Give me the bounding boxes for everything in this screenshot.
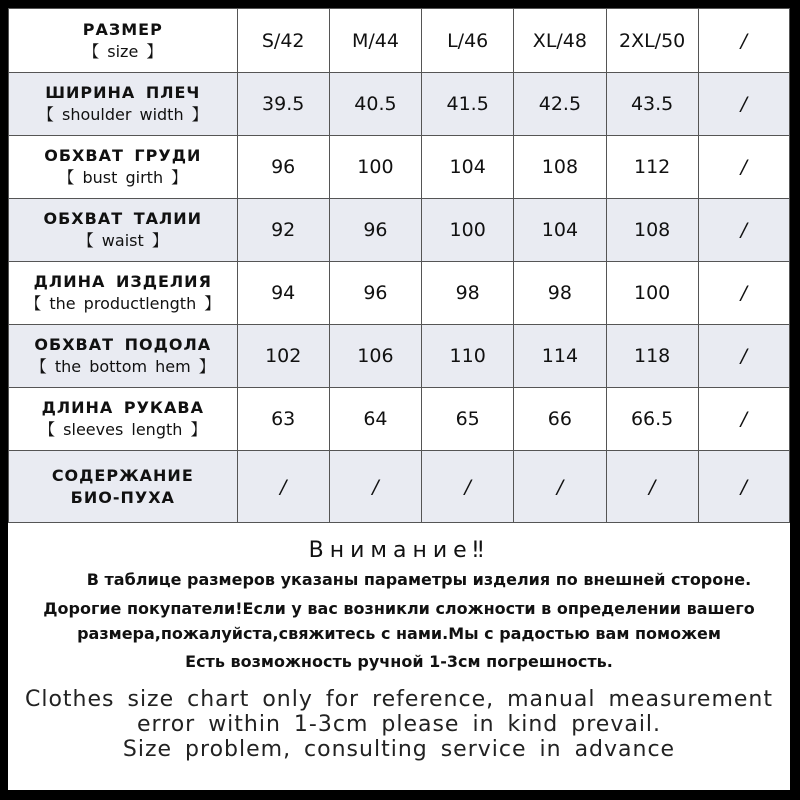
row-label-ru: СОДЕРЖАНИЕ: [51, 465, 194, 485]
table-header-row: [9, 9, 790, 73]
table-row: [9, 136, 790, 199]
row-label-ru: ДЛИНА ИЗДЕЛИЯ: [33, 272, 212, 291]
table-cell: 92: [237, 199, 329, 262]
size-chart-frame: [8, 8, 790, 790]
table-cell: 96: [329, 199, 421, 262]
table-cell: /: [698, 136, 789, 199]
table-cell: /: [237, 451, 329, 523]
header-label-en: 【 size 】: [83, 41, 163, 61]
table-cell: /: [514, 451, 606, 523]
table-cell: /: [329, 451, 421, 523]
table-cell: 100: [329, 136, 421, 199]
row-label-ru: ШИРИНА ПЛЕЧ: [45, 83, 201, 102]
table-cell: 41.5: [422, 73, 514, 136]
header-size-cell: M/44: [329, 9, 421, 73]
table-cell: 39.5: [237, 73, 329, 136]
notice-ru-line: Есть возможность ручной 1-3см погрешность.: [185, 652, 613, 671]
row-label-en: 【 bust girth 】: [58, 168, 188, 187]
table-cell: 108: [606, 199, 698, 262]
table-cell: 104: [422, 136, 514, 199]
table-cell: 42.5: [514, 73, 606, 136]
table-row: [9, 73, 790, 136]
table-cell: 66.5: [606, 388, 698, 451]
table-cell: 98: [422, 262, 514, 325]
row-label-en: 【 shoulder width 】: [37, 105, 208, 124]
table-cell: 65: [422, 388, 514, 451]
row-label-cell: [9, 325, 238, 388]
row-label-en: 【 sleeves length 】: [39, 420, 207, 439]
table-cell: 108: [514, 136, 606, 199]
table-cell: /: [698, 199, 789, 262]
header-size-cell: XL/48: [514, 9, 606, 73]
header-size-cell: L/46: [422, 9, 514, 73]
table-cell: 94: [237, 262, 329, 325]
table-cell: 102: [237, 325, 329, 388]
row-label-cell: [9, 73, 238, 136]
size-table: [8, 8, 790, 523]
table-cell: 63: [237, 388, 329, 451]
notice-en-line: error within 1-3cm please in kind prevail.: [136, 712, 662, 737]
table-cell: 118: [606, 325, 698, 388]
row-label-en: 【 waist 】: [77, 231, 168, 250]
header-label-ru: РАЗМЕР: [82, 19, 163, 39]
table-cell: 96: [237, 136, 329, 199]
row-label-ru: ДЛИНА РУКАВА: [41, 398, 204, 417]
row-label-cell: [9, 199, 238, 262]
row-label-cell: [9, 136, 238, 199]
table-cell: /: [698, 451, 789, 523]
table-cell: /: [698, 262, 789, 325]
notice-ru-line: В таблице размеров указаны параметры изделия по внешней стороне.: [86, 570, 752, 589]
table-cell: 43.5: [606, 73, 698, 136]
row-label-en: 【 the bottom hem 】: [30, 357, 215, 376]
header-label-cell: [9, 9, 238, 73]
row-label-cell: [9, 262, 238, 325]
table-cell: 110: [422, 325, 514, 388]
table-cell: 112: [606, 136, 698, 199]
table-cell: 106: [329, 325, 421, 388]
row-label-ru: ОБХВАТ ПОДОЛА: [34, 335, 212, 354]
table-cell: 98: [514, 262, 606, 325]
table-row: [9, 325, 790, 388]
row-label-en: 【 the productlength 】: [25, 294, 221, 313]
header-size-cell: S/42: [237, 9, 329, 73]
header-size-cell: /: [698, 9, 789, 73]
table-cell: /: [698, 388, 789, 451]
table-cell: 114: [514, 325, 606, 388]
row-label-cell: [9, 451, 238, 523]
table-cell: 40.5: [329, 73, 421, 136]
table-cell: /: [698, 73, 789, 136]
notice-ru-line: размера,пожалуйста,свяжитесь с нами.Мы с радостью вам поможем: [77, 624, 721, 643]
table-row: [9, 388, 790, 451]
table-cell: 104: [514, 199, 606, 262]
table-cell: 66: [514, 388, 606, 451]
row-label-cell: [9, 388, 238, 451]
table-row: [9, 262, 790, 325]
table-cell: /: [422, 451, 514, 523]
notice-en-line: Clothes size chart only for reference, manual measurement: [24, 687, 773, 712]
header-size-cell: 2XL/50: [606, 9, 698, 73]
table-row: [9, 199, 790, 262]
table-cell: /: [606, 451, 698, 523]
notice-en-line: Size problem, consulting service in advance: [122, 737, 676, 762]
table-cell: 100: [606, 262, 698, 325]
notice-title: Внимание‼: [308, 538, 490, 563]
table-cell: 96: [329, 262, 421, 325]
row-label-ru-line2: БИО-ПУХА: [70, 487, 175, 507]
table-row: [9, 451, 790, 523]
table-cell: /: [698, 325, 789, 388]
notice-ru-line: Дорогие покупатели!Если у вас возникли сложности в определении вашего: [43, 599, 755, 618]
table-cell: 100: [422, 199, 514, 262]
table-cell: 64: [329, 388, 421, 451]
row-label-ru: ОБХВАТ ГРУДИ: [44, 146, 202, 165]
row-label-ru: ОБХВАТ ТАЛИИ: [43, 209, 203, 228]
